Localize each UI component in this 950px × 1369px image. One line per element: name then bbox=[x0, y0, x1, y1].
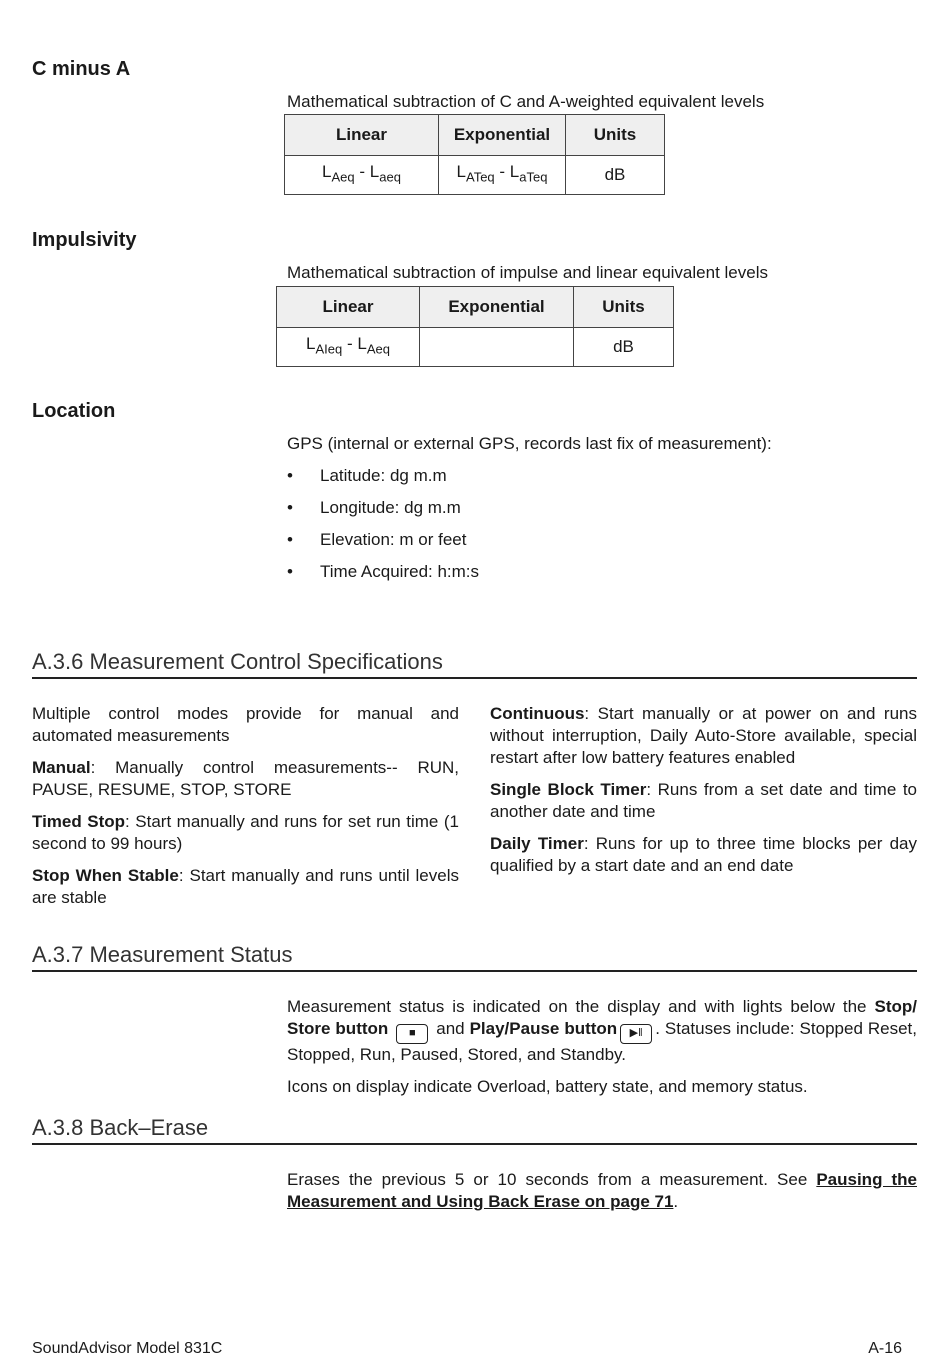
list-item: • Latitude: dg m.m bbox=[287, 463, 479, 495]
header-linear: Linear bbox=[285, 115, 439, 156]
location-heading: Location bbox=[32, 400, 116, 422]
header-exponential: Exponential bbox=[420, 287, 574, 328]
a36-single-block-timer: Single Block Timer: Runs from a set date and time to another date and time bbox=[490, 780, 917, 821]
a37-icons-paragraph: Icons on display indicate Overload, battery state, and memory status. bbox=[287, 1077, 808, 1096]
cell-exponential bbox=[420, 328, 574, 367]
location-list bbox=[287, 463, 479, 591]
a36-stop-when-stable: Stop When Stable: Start manually and runs until levels are stable bbox=[32, 866, 459, 907]
cell-linear: $L_{AIeq} - L_{Aeq}$ bbox=[277, 328, 420, 367]
header-exponential: Exponential bbox=[439, 115, 566, 156]
footer-title: SoundAdvisor Model 831C bbox=[32, 1340, 223, 1357]
section-title-a36: A.3.6 Measurement Control Specifications bbox=[32, 651, 917, 679]
c-minus-a-description: Mathematical subtraction of C and A-weighted equivalent levels bbox=[287, 92, 765, 111]
cell-exponential: $L_{ATeq} - L_{aTeq}$ bbox=[439, 156, 566, 195]
back-erase-link[interactable]: Pausing the Measurement and Using Back Erase on page 71 bbox=[287, 1170, 917, 1211]
a37-status-paragraph: Measurement status is indicated on the display and with lights below the Stop/ Store button ■ and Play/Pause button ▶‖ . Statuses include: Stopped Reset, Stopped, Run, Paused, Stored, and Standby. bbox=[287, 997, 917, 1064]
section-title-a38: A.3.8 Back–Erase bbox=[32, 1117, 917, 1145]
stop-button-icon: ■ bbox=[396, 1024, 428, 1044]
page-number: A-16 bbox=[868, 1340, 902, 1357]
header-units: Units bbox=[574, 287, 674, 328]
a36-manual: Manual: Manually control measurements-- RUN, PAUSE, RESUME, STOP, STORE bbox=[32, 758, 459, 799]
cell-linear: $L_{Aeq} - L_{aeq}$ bbox=[285, 156, 439, 195]
list-item: • Longitude: dg m.m bbox=[287, 495, 479, 527]
a36-right-column bbox=[490, 703, 917, 887]
impulsivity-table bbox=[276, 286, 674, 367]
a37-body bbox=[287, 996, 917, 1108]
impulsivity-heading: Impulsivity bbox=[32, 229, 137, 251]
location-description: GPS (internal or external GPS, records last fix of measurement): bbox=[287, 434, 772, 453]
header-linear: Linear bbox=[277, 287, 420, 328]
list-item: • Time Acquired: h:m:s bbox=[287, 559, 479, 591]
a36-daily-timer: Daily Timer: Runs for up to three time blocks per day qualified by a start date and an end date bbox=[490, 834, 918, 875]
c-minus-a-table bbox=[284, 114, 665, 195]
list-item: • Elevation: m or feet bbox=[287, 527, 479, 559]
a36-intro: Multiple control modes provide for manual and automated measurements bbox=[32, 704, 459, 745]
play-pause-button-icon: ▶‖ bbox=[620, 1024, 652, 1044]
header-units: Units bbox=[566, 115, 665, 156]
cell-units: dB bbox=[566, 156, 665, 195]
cell-units: dB bbox=[574, 328, 674, 367]
section-title-a37: A.3.7 Measurement Status bbox=[32, 944, 917, 972]
impulsivity-description: Mathematical subtraction of impulse and linear equivalent levels bbox=[287, 263, 768, 282]
a36-continuous: Continuous: Start manually or at power on and runs without interruption, Daily Auto-Store available, special restart after low battery features enabled bbox=[490, 704, 917, 767]
a38-body bbox=[287, 1169, 917, 1223]
c-minus-a-heading: C minus A bbox=[32, 58, 131, 80]
a38-paragraph: Erases the previous 5 or 10 seconds from a measurement. See Pausing the Measurement and Using Back Erase on page 71. bbox=[287, 1170, 917, 1211]
a36-timed-stop: Timed Stop: Start manually and runs for set run time (1 second to 99 hours) bbox=[32, 812, 459, 853]
a36-left-column bbox=[32, 703, 459, 919]
